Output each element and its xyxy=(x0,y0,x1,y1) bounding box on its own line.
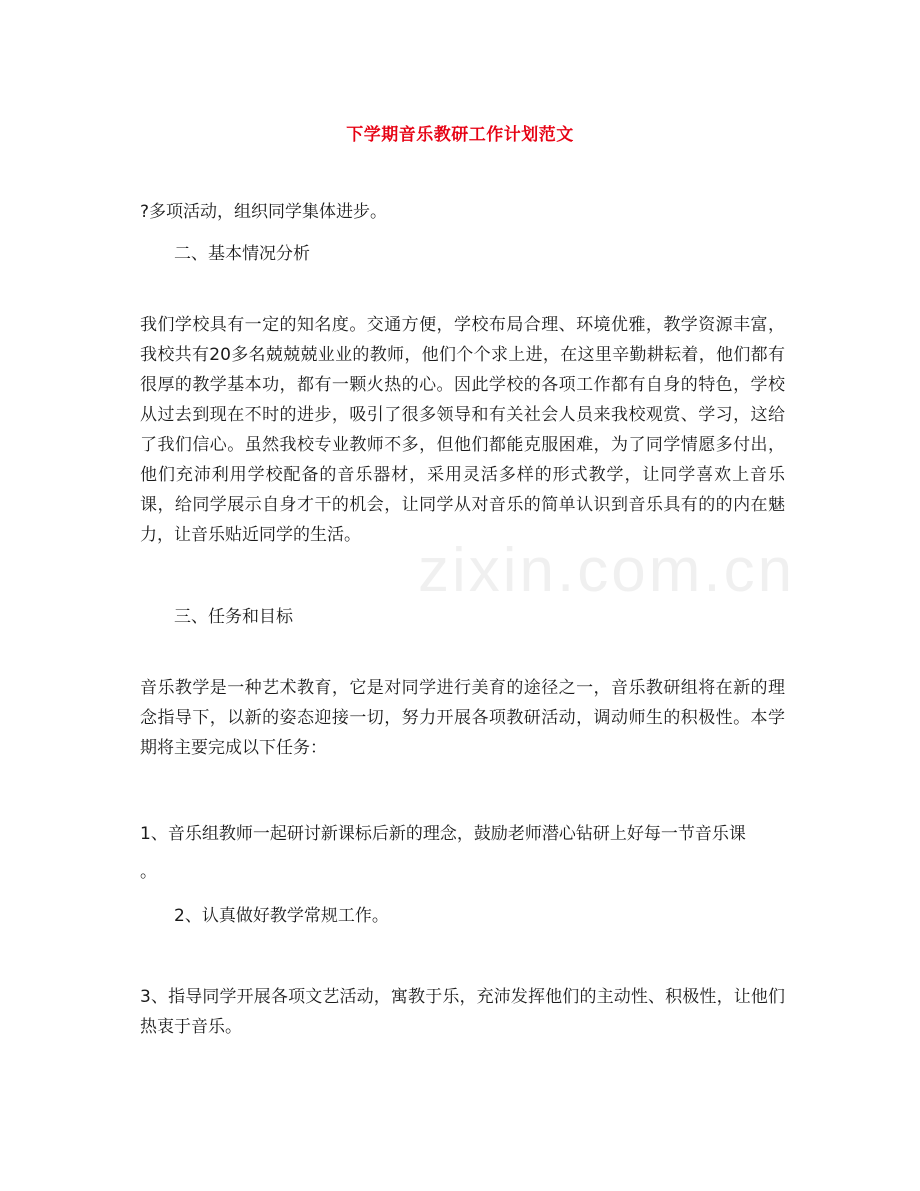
task1-line-continuation: 。 xyxy=(140,862,157,882)
section2-paragraph: 我们学校具有一定的知名度。交通方便，学校布局合理、环境优雅，教学资源丰富，我校共有20多名兢兢兢业业的教师，他们个个求上进，在这里辛勤耕耘着，他们都有很厚的教学基本功，都有一颗火热的心。因此学校的各项工作都有自身的特色，学校从过去到现在不时的进步，吸引了很多领导和有关社会人员来我校观赏、学习，这给了我们信心。虽然我校专业教师不多，但他们都能克服困难，为了同学情愿多付出，他们充沛利用学校配备的音乐器材，采用灵活多样的形式教学，让同学喜欢上音乐课，给同学展示自身才干的机会，让同学从对音乐的简单认识到音乐具有的的内在魅力，让音乐贴近同学的生活。 xyxy=(140,315,785,545)
document-title: 下学期音乐教研工作计划范文 xyxy=(346,125,574,145)
section3-heading: 三、任务和目标 xyxy=(174,607,293,627)
task2-line: 2、认真做好教学常规工作。 xyxy=(174,906,389,926)
intro-line: ?多项活动，组织同学集体进步。 xyxy=(140,202,388,222)
section3-paragraph: 音乐教学是一种艺术教育，它是对同学进行美育的途径之一，音乐教研组将在新的理念指导下，以新的姿态迎接一切，努力开展各项教研活动，调动师生的积极性。本学期将主要完成以下任务： xyxy=(140,678,785,758)
task3-paragraph: 3、指导同学开展各项文艺活动，寓教于乐，充沛发挥他们的主动性、积极性，让他们热衷于音乐。 xyxy=(140,987,785,1037)
section2-heading: 二、基本情况分析 xyxy=(174,244,310,264)
watermark: zixin.com.cn xyxy=(418,536,796,605)
task1-line: 1、音乐组教师一起研讨新课标后新的理念，鼓励老师潜心钻研上好每一节音乐课 xyxy=(140,824,746,844)
